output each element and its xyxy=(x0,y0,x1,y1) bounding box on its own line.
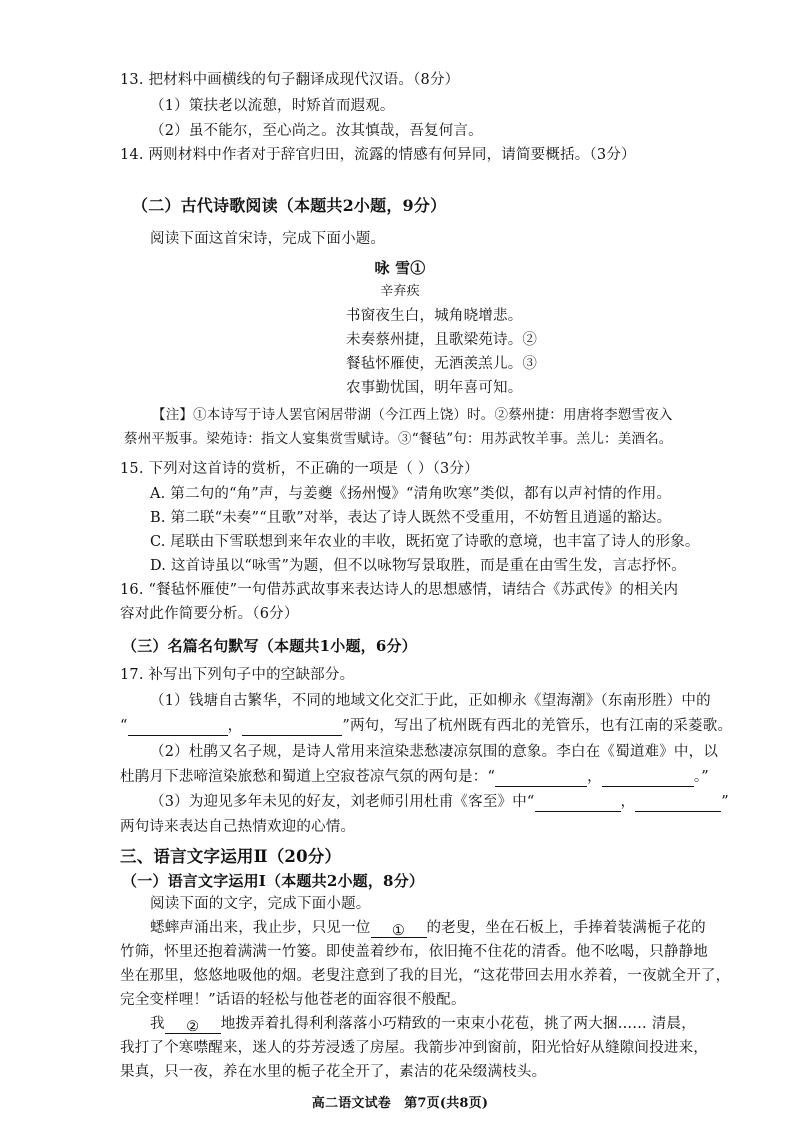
q15-option-b: B. 第二联“未奏”“且歌”对举，表达了诗人既然不受重用，不妨暂且逍遥的豁达。 xyxy=(150,510,672,526)
section-dictation-heading: （三）名篇名句默写（本题共1小题，6分） xyxy=(122,637,417,655)
passage-blank-1[interactable]: ① xyxy=(371,921,427,938)
passage-para2-line1 xyxy=(150,1014,696,1034)
page-footer: 高二语文试卷 第7页(共8页) xyxy=(311,1096,489,1111)
passage-para1-line2: 竹筛，怀里还抱着满满一竹篓。即使盖着纱布，依旧掩不住花的清香。他不吆喝，只静静地 xyxy=(120,944,708,960)
q13-sentence-2: （2）虽不能尔，至心尚之。汝其慎哉，吾复何言。 xyxy=(150,123,483,139)
q17-part2-line2 xyxy=(120,767,709,787)
q17-part2-line1: （2）杜鹃又名子规，是诗人常用来渲染悲愁凄凉氛围的意象。李白在《蜀道难》中，以 xyxy=(150,744,719,760)
answer-blank-6[interactable] xyxy=(635,795,721,812)
part1-rest: ”两句，写出了杭州既有西北的羌管乐，也有江南的采菱歌。 xyxy=(342,718,733,734)
q15-option-d: D. 这首诗虽以“咏雪”为题，但不以咏物写景取胜，而是重在由雪生发，言志抒怀。 xyxy=(150,558,686,574)
poem-line-4: 农事勤忧国，明年喜可知。 xyxy=(346,380,523,396)
q17-stem: 17. 补写出下列句子中的空缺部分。 xyxy=(120,667,355,683)
q16-line-2: 容对此作简要分析。（6分） xyxy=(120,606,299,622)
poem-line-1: 书窗夜生白，城角晓增悲。 xyxy=(346,308,523,324)
passage-para1-line1 xyxy=(150,918,706,938)
q15-option-a: A. 第二句的“角”声，与姜夔《扬州慢》“清角吹寒”类似，都有以声衬情的作用。 xyxy=(150,486,672,502)
poem-title: 咏 雪① xyxy=(374,259,426,277)
q16-line-1: 16. “餐毡怀雁使”一句借苏武故事来表达诗人的思想感情，请结合《苏武传》的相关内 xyxy=(120,582,679,598)
part2-end: 。” xyxy=(693,769,709,785)
section-poetry-heading: （二）古代诗歌阅读（本题共2小题，9分） xyxy=(132,196,447,215)
q15-stem: 15. 下列对这首诗的赏析，不正确的一项是（ ）（3分） xyxy=(120,461,479,477)
para1-text-b: 的老叟，坐在石板上，手捧着装满栀子花的 xyxy=(426,920,706,936)
para1-text-a: 蟋蟀声涌出来，我止步，只见一位 xyxy=(150,920,371,936)
q15-option-c: C. 尾联由下雪联想到来年农业的丰收，既拓宽了诗歌的意境，也丰富了诗人的形象。 xyxy=(150,534,700,550)
section-language-subheading: （一）语言文字运用Ⅰ（本题共2小题，8分） xyxy=(122,872,425,890)
comma: ， xyxy=(227,718,243,734)
poem-line-3: 餐毡怀雁使，无酒羡羔儿。③ xyxy=(346,356,538,372)
q17-part3-line2: 两句诗来表达自己热情欢迎的心情。 xyxy=(120,819,356,835)
answer-blank-4[interactable] xyxy=(602,770,694,787)
passage-para2-line3: 果真，只一夜，养在水里的栀子花全开了，素洁的花朵缀满枝头。 xyxy=(120,1064,547,1080)
q17-part3-line1 xyxy=(150,792,729,812)
comma: ， xyxy=(620,794,636,810)
passage-para1-line4: 完全变样哩！”话语的轻松与他苍老的面容很不般配。 xyxy=(120,992,466,1008)
part3-text: （3）为迎见多年未见的好友，刘老师引用杜甫《客至》中“ xyxy=(150,794,535,810)
q17-part1-line2 xyxy=(120,716,732,736)
poetry-intro: 阅读下面这首宋诗，完成下面小题。 xyxy=(150,231,386,247)
answer-blank-2[interactable] xyxy=(242,719,342,736)
answer-blank-5[interactable] xyxy=(535,795,621,812)
answer-blank-3[interactable] xyxy=(495,770,587,787)
passage-blank-2[interactable]: ② xyxy=(165,1017,221,1034)
q13-sentence-1: （1）策扶老以流憩，时矫首而遐观。 xyxy=(150,98,395,114)
answer-blank-1[interactable] xyxy=(128,719,228,736)
section-language-heading: 三、语言文字运用Ⅱ（20分） xyxy=(120,847,342,866)
poem-author: 辛弃疾 xyxy=(380,284,420,299)
q17-part1-line1: （1）钱塘自古繁华，不同的地域文化交汇于此，正如柳永《望海潮》（东南形胜）中的 xyxy=(150,693,711,709)
para2-text-a: 我 xyxy=(150,1016,165,1032)
language-intro: 阅读下面的文字，完成下面小题。 xyxy=(150,896,371,912)
q14-stem: 14. 两则材料中作者对于辞官归田，流露的情感有何异同，请简要概括。（3分） xyxy=(120,147,636,163)
poem-note-1: 【注】①本诗写于诗人罢官闲居带湖（今江西上饶）时。②蔡州捷：用唐将李愬雪夜入 xyxy=(152,407,673,423)
part2-text: 杜鹃月下悲啼渲染旅愁和蜀道上空寂苍凉气氛的两句是：“ xyxy=(120,769,496,785)
passage-para2-line2: 我打了个寒噤醒来，迷人的芬芳浸透了房屋。我箭步冲到窗前，阳光恰好从缝隙间投进来， xyxy=(120,1040,708,1056)
q13-stem: 13. 把材料中画横线的句子翻译成现代汉语。（8分） xyxy=(120,72,460,88)
part3-end: ” xyxy=(721,794,729,810)
comma: ， xyxy=(587,769,602,785)
poem-note-2: 蔡州平叛事。梁苑诗：指文人宴集赏雪赋诗。③“餐毡”句：用苏武牧羊事。羔儿：美酒名。 xyxy=(124,431,673,447)
para2-text-b: 地拨弄着扎得利利落落小巧精致的一束束小花苞，挑了两大捆…… 清晨， xyxy=(220,1016,696,1032)
passage-para1-line3: 坐在那里，悠悠地吸他的烟。老叟注意到了我的目光，“这花带回去用水养着，一夜就全开了， xyxy=(120,968,731,984)
poem-line-2: 未奏蔡州捷，且歌梁苑诗。② xyxy=(346,332,538,348)
quote-open: “ xyxy=(120,718,128,734)
